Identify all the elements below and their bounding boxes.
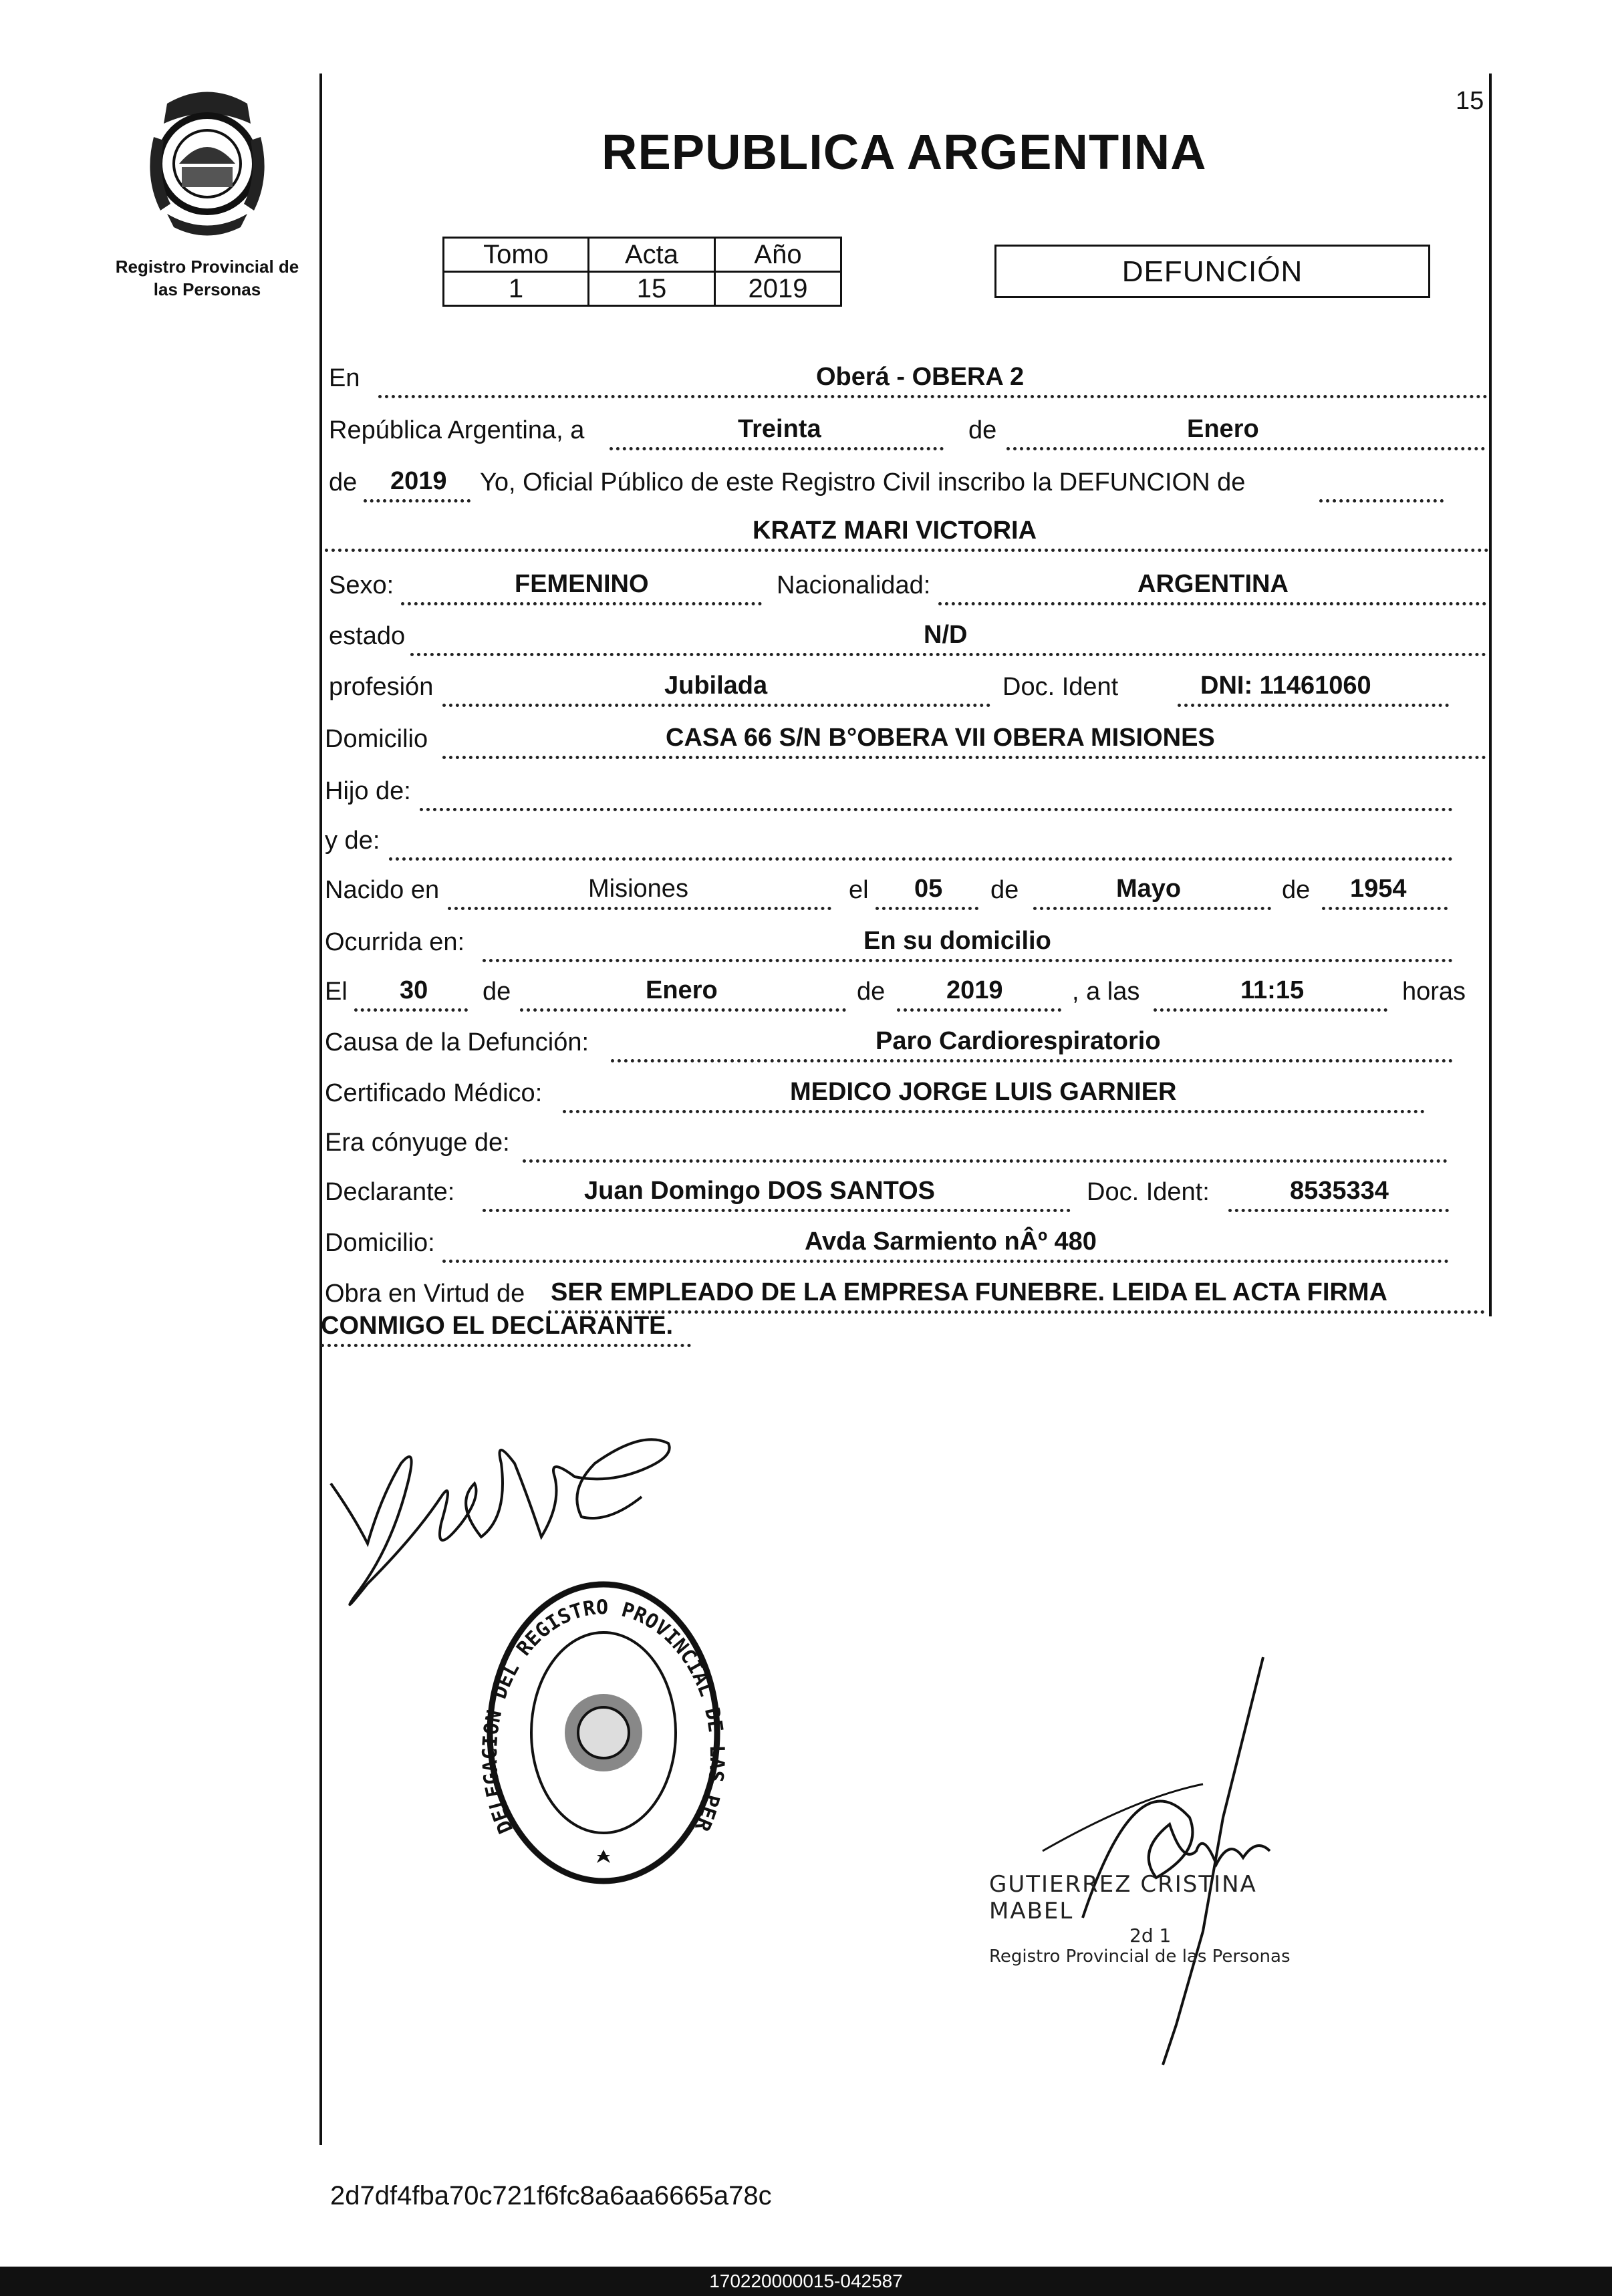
alas-label: , a las [1072, 978, 1140, 1006]
row-en [325, 361, 1489, 401]
officer-line2: 2d 1 [1129, 1924, 1172, 1947]
page-title: REPUBLICA ARGENTINA [601, 124, 1207, 180]
domicilio2-value: Avda Sarmiento nÂº 480 [805, 1228, 1097, 1256]
birth-day: 05 [914, 875, 943, 903]
declarante-value: Juan Domingo DOS SANTOS [584, 1177, 936, 1205]
row-causa [325, 1025, 1489, 1065]
domicilio-value: CASA 66 S/N B°OBERA VII OBERA MISIONES [666, 724, 1215, 752]
el-label: el [849, 876, 869, 904]
deceased-name: KRATZ MARI VICTORIA [753, 517, 1037, 545]
row-fecha-defuncion [325, 974, 1489, 1014]
obra-label: Obra en Virtud de [325, 1280, 525, 1308]
row-nacido [325, 873, 1489, 913]
tomo-label: Tomo [444, 238, 589, 272]
doc-value: DNI: 11461060 [1200, 672, 1371, 700]
row-hijo-de [325, 774, 1489, 814]
page-number: 15 [1456, 87, 1484, 115]
sexo-label: Sexo: [329, 571, 394, 599]
acta-value: 15 [589, 272, 715, 306]
officer-name: GUTIERREZ CRISTINA MABEL [989, 1871, 1257, 1924]
dotted-line [1006, 447, 1485, 450]
document-hash: 2d7df4fba70c721f6fc8a6aa6665a78c [330, 2181, 772, 2210]
left-margin-rule [319, 74, 322, 2145]
dotted-line [520, 1008, 846, 1012]
nacido-label: Nacido en [325, 876, 440, 904]
en-label: En [329, 364, 360, 392]
row-deceased-name [325, 515, 1489, 555]
row-sexo [325, 568, 1489, 608]
footer-code: 170220000015-042587 [0, 2267, 1612, 2296]
doc-label: Doc. Ident [1002, 673, 1119, 701]
row-domicilio-declarante [325, 1226, 1489, 1266]
year-value: 2019 [390, 467, 447, 495]
birth-year: 1954 [1350, 875, 1407, 903]
de5-label: de [483, 978, 511, 1006]
ocurrida-label: Ocurrida en: [325, 928, 465, 956]
officer-signature [1002, 1651, 1350, 2078]
registry-caption: Registro Provincial de las Personas [115, 257, 299, 299]
dotted-line [442, 704, 990, 707]
record-reference-table [442, 237, 842, 307]
birth-month: Mayo [1116, 875, 1182, 903]
nacionalidad-label: Nacionalidad: [777, 571, 931, 599]
officer-line3: Registro Provincial de las Personas [989, 1947, 1291, 1967]
row-year [325, 465, 1489, 505]
dotted-line [563, 1110, 1425, 1113]
estado-label: estado [329, 622, 406, 650]
dotted-line [325, 549, 1489, 552]
dotted-line [448, 907, 831, 910]
conyuge-label: Era cónyuge de: [325, 1129, 510, 1157]
record-type-box: DEFUNCIÓN [994, 245, 1430, 298]
en-value: Oberá - OBERA 2 [816, 363, 1025, 391]
tomo-value: 1 [444, 272, 589, 306]
dotted-line [1319, 499, 1444, 503]
row-domicilio [325, 722, 1489, 762]
dotted-line [364, 499, 471, 503]
obra-value-line1: SER EMPLEADO DE LA EMPRESA FUNEBRE. LEIDA EL ACTA FIRMA [551, 1278, 1387, 1306]
province-logo [140, 84, 274, 244]
dotted-line [321, 1344, 691, 1347]
ocurrida-value: En su domicilio [863, 927, 1051, 955]
death-day: 30 [400, 976, 428, 1004]
certificado-value: MEDICO JORGE LUIS GARNIER [790, 1078, 1177, 1106]
de2-label: de [329, 468, 358, 496]
dotted-line [1178, 704, 1449, 707]
obra-value-line2: CONMIGO EL DECLARANTE. [321, 1312, 674, 1340]
yo-text: Yo, Oficial Público de este Registro Civil inscribo la DEFUNCION de [480, 468, 1246, 496]
yde-label: y de: [325, 827, 380, 855]
registry-stamp [480, 1576, 727, 1890]
row-estado [325, 619, 1489, 659]
certificado-label: Certificado Médico: [325, 1079, 543, 1107]
causa-value: Paro Cardiorespiratorio [876, 1027, 1161, 1055]
dotted-line [1322, 907, 1448, 910]
dotted-line [610, 447, 944, 450]
dotted-line [876, 907, 978, 910]
acta-label: Acta [589, 238, 715, 272]
day-words: Treinta [738, 415, 821, 443]
dotted-line [420, 808, 1453, 811]
right-margin-rule [1489, 74, 1492, 1316]
death-time: 11:15 [1240, 976, 1305, 1004]
anio-label: Año [715, 238, 841, 272]
death-month: Enero [646, 976, 718, 1004]
de3-label: de [990, 876, 1019, 904]
de4-label: de [1282, 876, 1311, 904]
sexo-value: FEMENINO [515, 570, 649, 598]
doc2-value: 8535334 [1290, 1177, 1389, 1205]
row-profesion [325, 670, 1489, 710]
doc2-label: Doc. Ident: [1087, 1178, 1210, 1206]
dotted-line [1228, 1209, 1449, 1212]
row-ocurrida [325, 925, 1489, 965]
dotted-line [401, 602, 762, 605]
horas-label: horas [1402, 978, 1466, 1006]
profesion-label: profesión [329, 673, 434, 701]
row-certificado [325, 1076, 1489, 1116]
declarante-label: Declarante: [325, 1178, 455, 1206]
month-value: Enero [1187, 415, 1259, 443]
de-label: de [968, 416, 997, 444]
dotted-line [442, 1260, 1449, 1263]
dotted-line [389, 857, 1453, 861]
hijo-label: Hijo de: [325, 777, 411, 805]
row-obra-cont [321, 1310, 1489, 1350]
dotted-line [442, 756, 1486, 759]
dotted-line [354, 1008, 468, 1012]
dotted-line [483, 959, 1453, 962]
dotted-line [378, 395, 1488, 398]
republica-label: República Argentina, a [329, 416, 585, 444]
officer-stamp [989, 1871, 1337, 1967]
row-declarante [325, 1175, 1489, 1215]
de6-label: de [857, 978, 886, 1006]
dotted-line [897, 1008, 1061, 1012]
causa-label: Causa de la Defunción: [325, 1028, 589, 1056]
dotted-line [1033, 907, 1271, 910]
death-year: 2019 [946, 976, 1003, 1004]
domicilio-label: Domicilio [325, 725, 428, 753]
dotted-line [410, 653, 1486, 656]
row-conyuge [325, 1125, 1489, 1165]
row-fecha-inscripcion [325, 413, 1489, 453]
profesion-value: Jubilada [664, 672, 768, 700]
nacionalidad-value: ARGENTINA [1137, 570, 1289, 598]
stamp-text: DELEGACION DEL REGISTRO PROVINCIAL DE LAS PER [480, 1596, 727, 1837]
anio-value: 2019 [715, 272, 841, 306]
domicilio2-label: Domicilio: [325, 1229, 435, 1257]
nacido-value: Misiones [588, 875, 688, 903]
row-y-de [325, 823, 1489, 863]
el2-label: El [325, 978, 348, 1006]
dotted-line [938, 602, 1486, 605]
dotted-line [611, 1059, 1453, 1062]
dotted-line [1154, 1008, 1387, 1012]
dotted-line [523, 1159, 1448, 1163]
estado-value: N/D [924, 621, 968, 649]
dotted-line [483, 1209, 1071, 1212]
